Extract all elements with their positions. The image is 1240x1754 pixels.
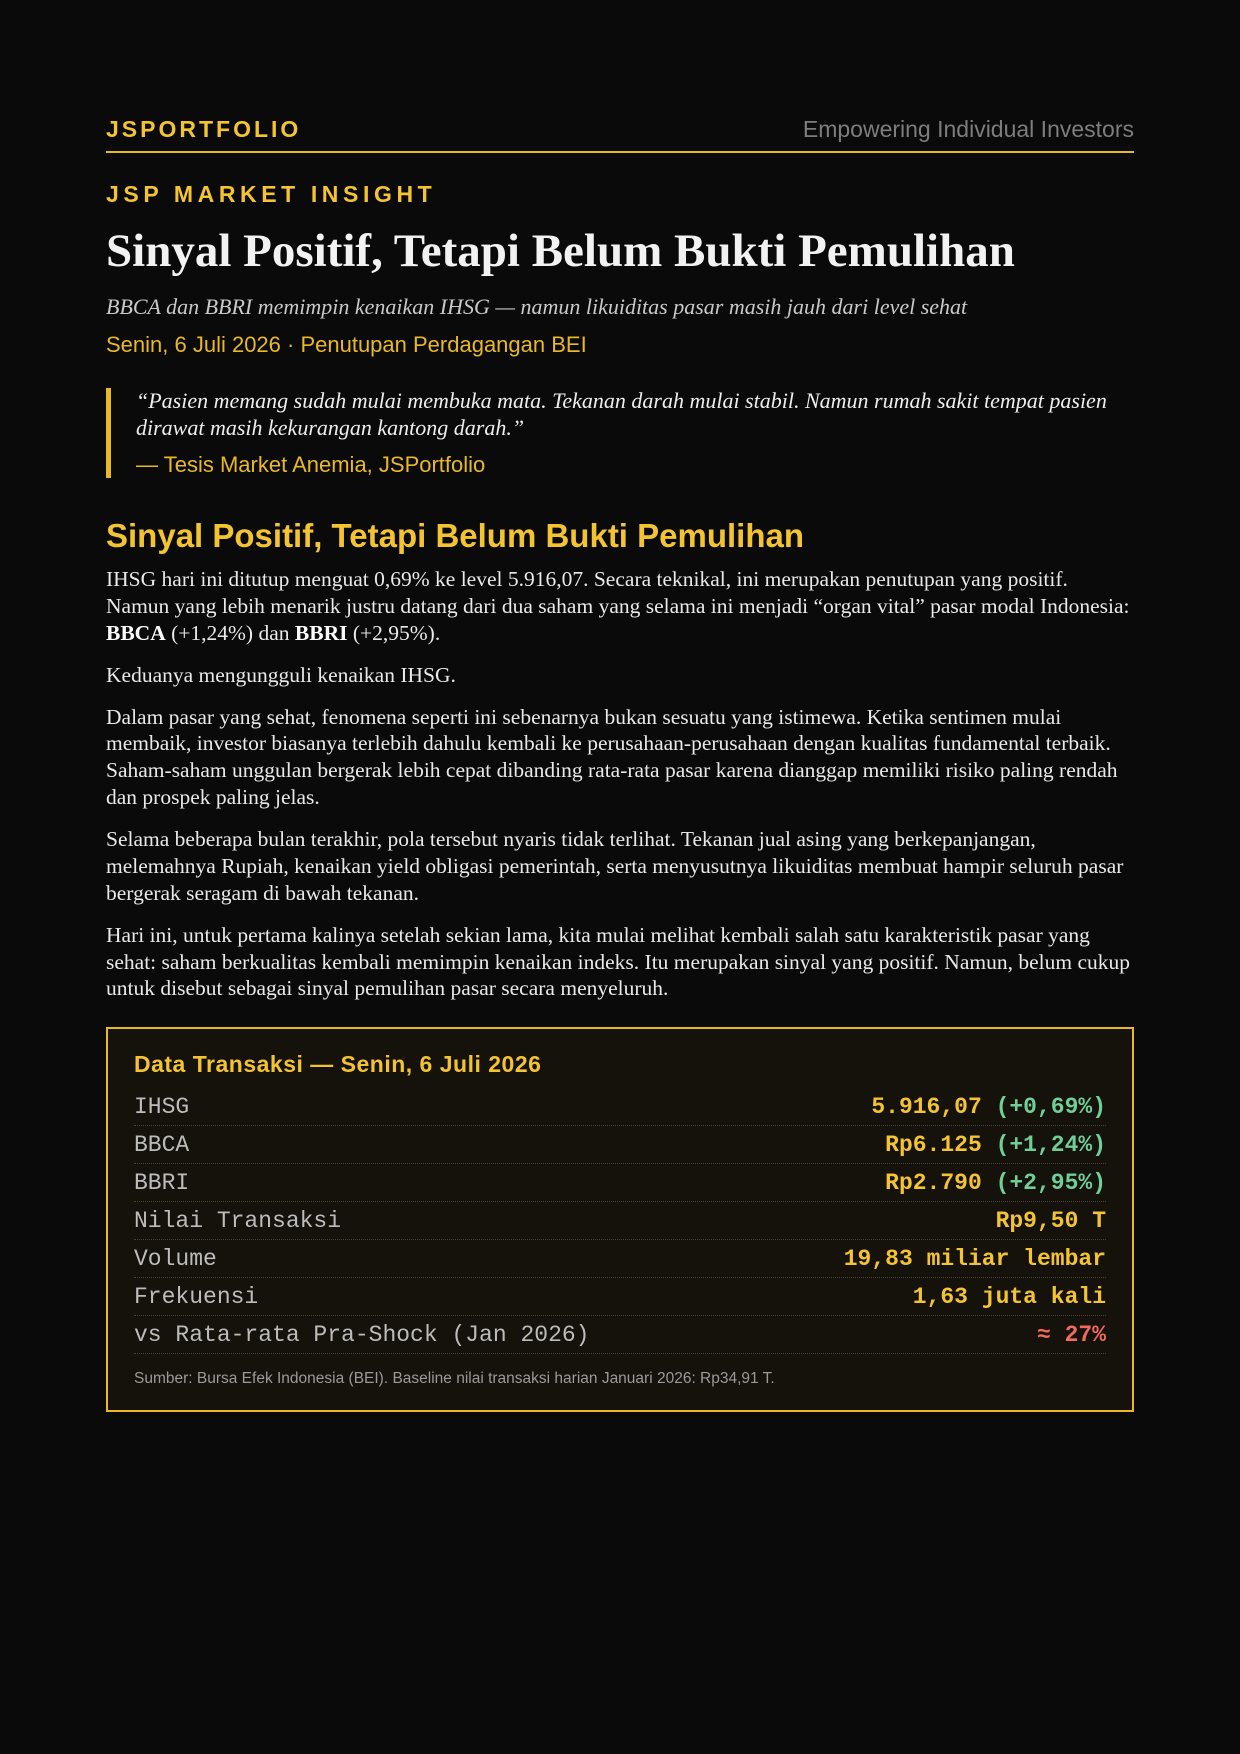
data-row-value: Rp9,50 T bbox=[995, 1207, 1106, 1234]
data-row-label: IHSG bbox=[134, 1093, 190, 1120]
paragraph-2: Keduanya mengungguli kenaikan IHSG. bbox=[106, 662, 456, 687]
article-kicker: JSP MARKET INSIGHT bbox=[106, 181, 437, 207]
transaction-data-title: Data Transaksi — Senin, 6 Juli 2026 bbox=[134, 1051, 542, 1078]
paragraph-3: Dalam pasar yang sehat, fenomena seperti ini sebenarnya bukan sesuatu yang istimewa. Ketika sentimen mulai membaik, investor biasanya terlebih dahulu kembali ke perusahaan-perusahaan dengan kualitas fundamental terbaik. Saham-saham unggulan bergerak lebih cepat dibanding rata-rata pasar karena dianggap memiliki risiko paling rendah dan prospek paling jelas. bbox=[106, 704, 1118, 810]
data-row-bbri bbox=[134, 1164, 1106, 1202]
page bbox=[106, 0, 1134, 1412]
ticker-bbri-change: (+2,95%). bbox=[347, 620, 441, 645]
brand-tagline: Empowering Individual Investors bbox=[802, 116, 1134, 142]
data-row-value bbox=[871, 1094, 1106, 1120]
data-row-value: 19,83 miliar lembar bbox=[843, 1245, 1106, 1272]
data-row-label: Nilai Transaksi bbox=[134, 1207, 342, 1234]
pull-quote-attribution: — Tesis Market Anemia, JSPortfolio bbox=[136, 451, 486, 477]
data-source-note: Sumber: Bursa Efek Indonesia (BEI). Baseline nilai transaksi harian Januari 2026: Rp34,91 T. bbox=[134, 1370, 775, 1388]
article-subtitle: BBCA dan BBRI memimpin kenaikan IHSG — namun likuiditas pasar masih jauh dari level sehat bbox=[106, 294, 968, 320]
data-row-frekuensi bbox=[134, 1278, 1106, 1316]
data-row-vs-pra-shock bbox=[134, 1316, 1106, 1354]
ticker-bbri: BBRI bbox=[294, 620, 348, 645]
paragraph-4: Selama beberapa bulan terakhir, pola tersebut nyaris tidak terlihat. Tekanan jual asing yang berkepanjangan, melemahnya Rupiah, kenaikan yield obligasi pemerintah, serta menyusutnya likuiditas membuat hampir seluruh pasar bergerak seragam di bawah tekanan. bbox=[106, 827, 1124, 905]
data-row-nilai-transaksi bbox=[134, 1202, 1106, 1240]
data-row-change: (+2,95%) bbox=[995, 1169, 1106, 1196]
data-row-change: (+0,69%) bbox=[995, 1093, 1106, 1120]
data-row-value: ≈ 27% bbox=[1036, 1321, 1106, 1348]
ticker-bbca-change: (+1,24%) dan bbox=[165, 620, 295, 645]
paragraph-1-intro: IHSG hari ini ditutup menguat 0,69% ke level 5.916,07. Secara teknikal, ini merupakan penutupan yang positif. Namun yang lebih menarik justru datang dari dua saham yang selama ini menjadi “organ vital” pasar modal Indonesia: bbox=[106, 567, 1130, 618]
pull-quote-text: “Pasien memang sudah mulai membuka mata. Tekanan darah mulai stabil. Namun rumah sakit tempat pasien dirawat masih kekurangan kantong darah.” bbox=[136, 388, 1107, 440]
pull-quote bbox=[106, 388, 1134, 478]
data-row-change: (+1,24%) bbox=[995, 1131, 1106, 1158]
data-row-bbca bbox=[134, 1126, 1106, 1164]
paragraph-5: Hari ini, untuk pertama kalinya setelah sekian lama, kita mulai melihat kembali salah satu karakteristik pasar yang sehat: saham berkualitas kembali memimpin kenaikan indeks. Itu merupakan sinyal yang positif. Namun, belum cukup untuk disebut sebagai sinyal pemulihan pasar secara menyeluruh. bbox=[106, 922, 1130, 1001]
data-row-number: Rp2.790 bbox=[885, 1169, 982, 1196]
section-heading: Sinyal Positif, Tetapi Belum Bukti Pemulihan bbox=[106, 516, 805, 554]
data-row-label: BBCA bbox=[134, 1131, 190, 1158]
data-row-label: vs Rata-rata Pra-Shock (Jan 2026) bbox=[134, 1321, 590, 1348]
data-row-value: 1,63 juta kali bbox=[912, 1283, 1106, 1310]
masthead bbox=[106, 116, 1134, 153]
data-row-value bbox=[885, 1170, 1106, 1196]
transaction-data-box bbox=[106, 1027, 1134, 1412]
data-row-label: Volume bbox=[134, 1245, 217, 1272]
data-row-value bbox=[885, 1132, 1106, 1158]
brand-logo-text[interactable]: JSPORTFOLIO bbox=[106, 116, 302, 142]
article-body bbox=[106, 566, 1134, 1002]
data-row-ihsg bbox=[134, 1088, 1106, 1126]
article-dateline: Senin, 6 Juli 2026 · Penutupan Perdagangan BEI bbox=[106, 332, 587, 358]
data-row-volume bbox=[134, 1240, 1106, 1278]
ticker-bbca: BBCA bbox=[106, 620, 166, 645]
data-row-number: 5.916,07 bbox=[871, 1093, 982, 1120]
data-row-number: Rp6.125 bbox=[885, 1131, 982, 1158]
paragraph-1 bbox=[106, 566, 1134, 647]
data-row-label: Frekuensi bbox=[134, 1283, 259, 1310]
data-row-label: BBRI bbox=[134, 1169, 190, 1196]
article-title: Sinyal Positif, Tetapi Belum Bukti Pemulihan bbox=[106, 225, 1015, 277]
